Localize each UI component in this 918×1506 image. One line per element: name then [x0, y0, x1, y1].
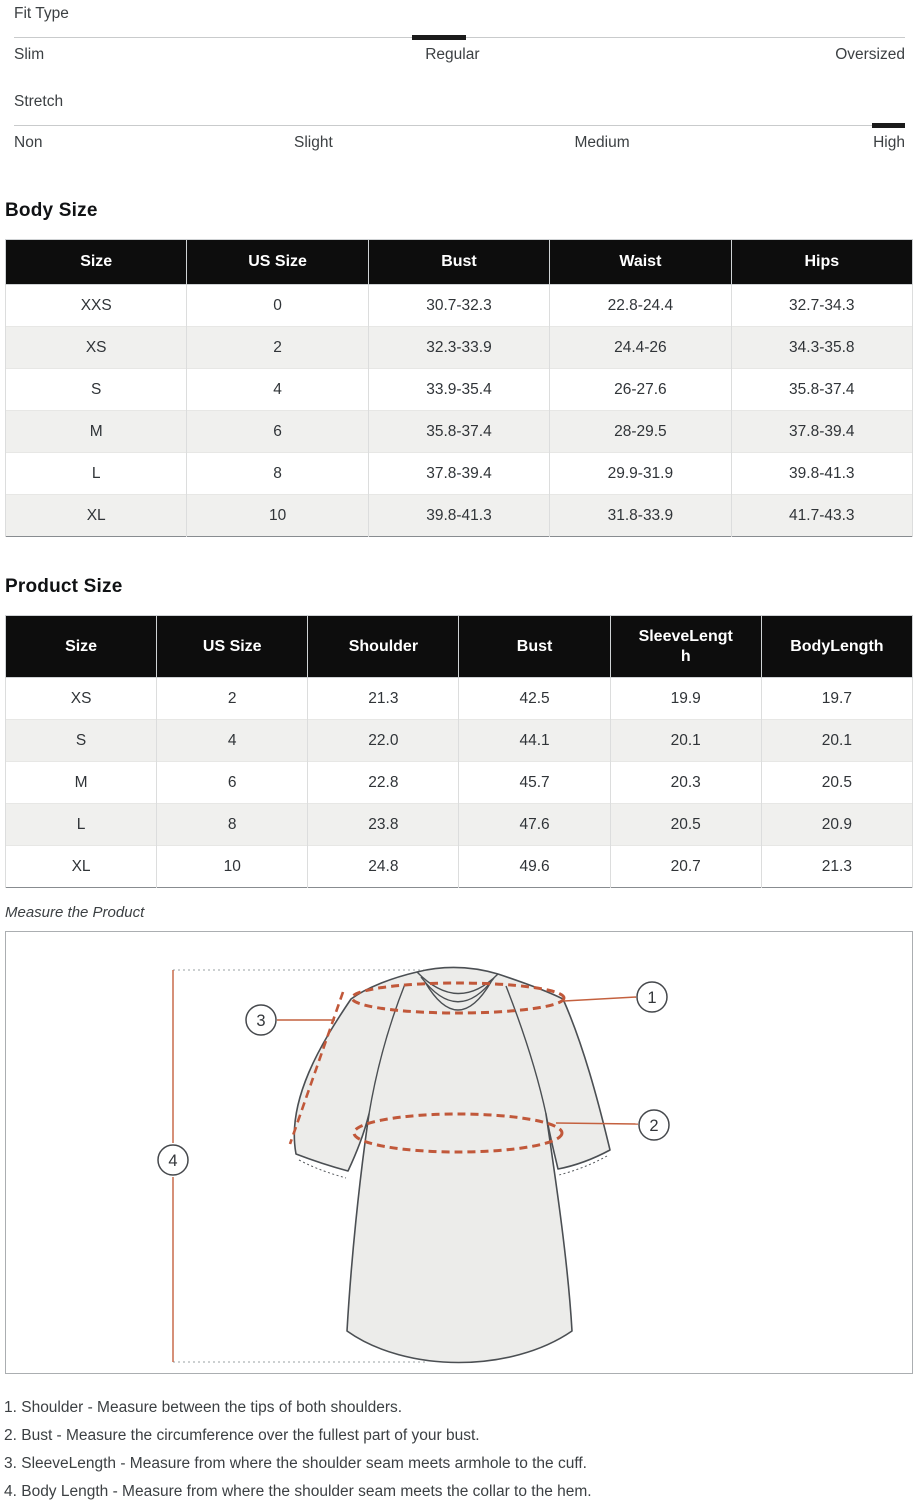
- column-header-size: Size: [6, 616, 157, 678]
- column-header-bust: Bust: [368, 240, 549, 285]
- stretch-option-non: Non: [14, 134, 43, 151]
- table-row-l: [6, 453, 913, 495]
- product-size-heading: Product Size: [5, 576, 123, 597]
- stretch-option-slight: Slight: [293, 134, 333, 151]
- measurement-diagram: [5, 931, 913, 1374]
- cell: 39.8-41.3: [731, 453, 912, 495]
- body-size-table: [5, 239, 913, 537]
- column-header-sleevelength: [610, 616, 761, 678]
- product-size-table: [5, 615, 913, 888]
- cell: 8: [187, 453, 368, 495]
- callout-1-number: 1: [647, 989, 657, 1007]
- column-header-waist: Waist: [550, 240, 731, 285]
- cell: 20.9: [761, 804, 912, 846]
- body-size-table-head: [6, 240, 913, 285]
- cell: 22.8: [308, 762, 459, 804]
- cell: 34.3-35.8: [731, 327, 912, 369]
- column-header-shoulder: Shoulder: [308, 616, 459, 678]
- fit-type-scale: [14, 37, 905, 38]
- cell: M: [6, 411, 187, 453]
- note-bust: 2. Bust - Measure the circumference over the fullest part of your bust.: [4, 1427, 480, 1444]
- cell: 24.4-26: [550, 327, 731, 369]
- cell: 10: [157, 846, 308, 888]
- cell: 32.7-34.3: [731, 285, 912, 327]
- cell: XS: [6, 678, 157, 720]
- cell: 42.5: [459, 678, 610, 720]
- table-row-xs: [6, 327, 913, 369]
- cell: XS: [6, 327, 187, 369]
- stretch-options: [14, 134, 905, 153]
- cell: 19.9: [610, 678, 761, 720]
- cell: 29.9-31.9: [550, 453, 731, 495]
- cell: 21.3: [308, 678, 459, 720]
- stretch-option-medium: Medium: [574, 134, 630, 151]
- cell: 28-29.5: [550, 411, 731, 453]
- cell: 49.6: [459, 846, 610, 888]
- cell: 21.3: [761, 846, 912, 888]
- callout-4: [158, 1145, 188, 1175]
- cell: 39.8-41.3: [368, 495, 549, 537]
- note-bodylength: 4. Body Length - Measure from where the shoulder seam meets the collar to the hem.: [4, 1483, 592, 1500]
- column-header-size: Size: [6, 240, 187, 285]
- cell: 47.6: [459, 804, 610, 846]
- column-header-bust: Bust: [459, 616, 610, 678]
- stretch-scale: [14, 125, 905, 126]
- cell: 37.8-39.4: [731, 411, 912, 453]
- table-row-l: [6, 804, 913, 846]
- cell: 19.7: [761, 678, 912, 720]
- cell: XXS: [6, 285, 187, 327]
- cell: 35.8-37.4: [731, 369, 912, 411]
- cell: 10: [187, 495, 368, 537]
- cell: 24.8: [308, 846, 459, 888]
- cell: 44.1: [459, 720, 610, 762]
- table-row-s: [6, 720, 913, 762]
- cell: 32.3-33.9: [368, 327, 549, 369]
- callout-4-number: 4: [168, 1152, 178, 1170]
- table-row-m: [6, 411, 913, 453]
- leader-line-1: [564, 997, 636, 1001]
- note-sleevelength: 3. SleeveLength - Measure from where the shoulder seam meets armhole to the cuff.: [4, 1455, 587, 1472]
- fit-type-label: Fit Type: [14, 5, 69, 22]
- body-size-heading: Body Size: [5, 200, 98, 221]
- measure-caption: Measure the Product: [5, 904, 145, 921]
- cell: 6: [187, 411, 368, 453]
- cell: L: [6, 804, 157, 846]
- cell: 4: [187, 369, 368, 411]
- table-row-s: [6, 369, 913, 411]
- cell: 8: [157, 804, 308, 846]
- stretch-option-high: High: [873, 134, 905, 151]
- cell: 31.8-33.9: [550, 495, 731, 537]
- table-row-xl: [6, 846, 913, 888]
- note-shoulder: 1. Shoulder - Measure between the tips of both shoulders.: [4, 1399, 403, 1416]
- tshirt-silhouette: [294, 967, 610, 1362]
- fit-option-slim: Slim: [14, 46, 45, 63]
- fit-type-options: [14, 46, 905, 65]
- cell: 22.8-24.4: [550, 285, 731, 327]
- cell: 23.8: [308, 804, 459, 846]
- stretch-marker: [872, 123, 905, 128]
- table-row-xl: [6, 495, 913, 537]
- cell: 6: [157, 762, 308, 804]
- cell: XL: [6, 495, 187, 537]
- tshirt-outline: [294, 967, 610, 1362]
- fit-type-marker: [412, 35, 466, 40]
- column-header-us-size: US Size: [157, 616, 308, 678]
- cell: S: [6, 720, 157, 762]
- callout-1: [637, 982, 667, 1012]
- callout-2-number: 2: [649, 1117, 659, 1135]
- cell: L: [6, 453, 187, 495]
- product-size-table-body: [6, 678, 913, 888]
- fit-option-oversized: Oversized: [835, 46, 905, 63]
- cell: 4: [157, 720, 308, 762]
- cell: 2: [187, 327, 368, 369]
- body-size-table-body: [6, 285, 913, 537]
- cell: M: [6, 762, 157, 804]
- cell: 35.8-37.4: [368, 411, 549, 453]
- cell: 20.5: [761, 762, 912, 804]
- sleevelength-label: SleeveLength: [638, 627, 733, 665]
- cell: 20.7: [610, 846, 761, 888]
- cell: 0: [187, 285, 368, 327]
- column-header-hips: Hips: [731, 240, 912, 285]
- cell: 37.8-39.4: [368, 453, 549, 495]
- cell: 41.7-43.3: [731, 495, 912, 537]
- fit-selector-panel: [0, 0, 918, 153]
- header-row: [6, 240, 913, 285]
- stretch-label: Stretch: [14, 93, 64, 110]
- cell: XL: [6, 846, 157, 888]
- cell: 20.1: [610, 720, 761, 762]
- callout-3-number: 3: [256, 1012, 266, 1030]
- cell: 33.9-35.4: [368, 369, 549, 411]
- measure-notes: [4, 1394, 918, 1506]
- cell: 30.7-32.3: [368, 285, 549, 327]
- cell: 20.5: [610, 804, 761, 846]
- leader-line-2: [556, 1123, 638, 1124]
- tshirt-measure-illustration: [6, 932, 912, 1373]
- table-row-m: [6, 762, 913, 804]
- callout-3: [246, 1005, 276, 1035]
- cell: 20.1: [761, 720, 912, 762]
- callout-2: [639, 1110, 669, 1140]
- column-header-us-size: US Size: [187, 240, 368, 285]
- cell: 2: [157, 678, 308, 720]
- column-header-bodylength: BodyLength: [761, 616, 912, 678]
- cell: S: [6, 369, 187, 411]
- table-row-xs: [6, 678, 913, 720]
- product-size-table-head: [6, 616, 913, 678]
- cell: 45.7: [459, 762, 610, 804]
- cell: 22.0: [308, 720, 459, 762]
- header-row: [6, 616, 913, 678]
- cell: 20.3: [610, 762, 761, 804]
- fit-option-regular: Regular: [425, 46, 480, 63]
- table-row-xxs: [6, 285, 913, 327]
- cell: 26-27.6: [550, 369, 731, 411]
